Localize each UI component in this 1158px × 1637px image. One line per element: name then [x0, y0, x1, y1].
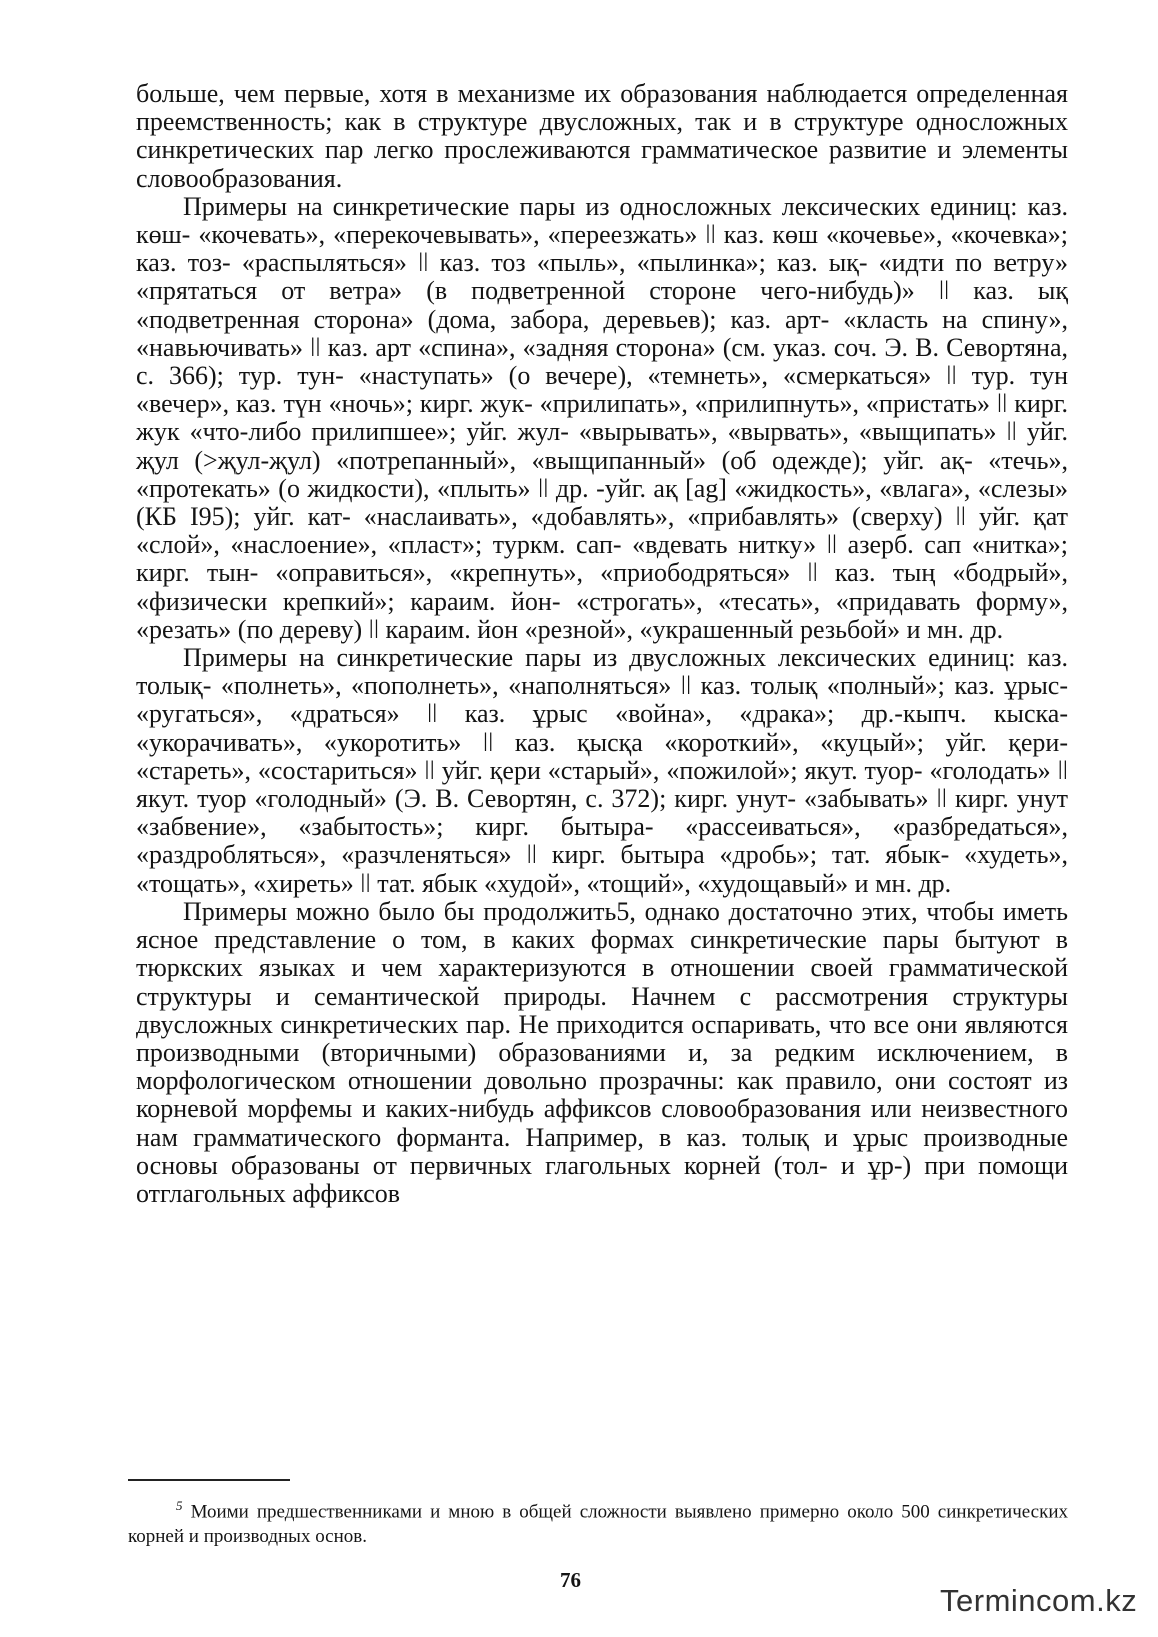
paragraph-3: Примеры на синкретические пары из двусложных лексических единиц: каз. толық- «полнеть», «пополнеть», «наполняться» ǀǀ каз. толық «полный»; каз. ұрыс- «ругаться», «драться» ǀǀ каз. ұрыс «война», «драка»; др.-кыпч. кыска- «укорачивать», «укоротить» ǀǀ каз. қысқа «короткий», «куцый»; уйг. қери- «стареть», «состариться» ǀǀ уйг. қери «старый», «пожилой»; якут. туор- «голодать» ǀǀ якут. туор «голодный» (Э. В. Севортян, с. 372); кирг. унут- «забывать» ǀǀ кирг. унут «забвение», «забытость»; кирг. бытыра- «рассеиваться», «разбредаться», «раздробляться», «разчленяться» ǀǀ кирг. бытыра «дробь»; тат. ябык- «худеть», «тощать», «хиреть» ǀǀ тат. ябык «худой», «тощий», «худощавый» и мн. др. [136, 643, 1068, 898]
footnote-marker: 5 [176, 1498, 183, 1513]
paragraph-2: Примеры на синкретические пары из односложных лексических единиц: каз. көш- «кочевать», «перекочевывать», «переезжать» ǀǀ каз. көш «кочевье», «кочевка»; каз. тоз- «распыляться» ǀǀ каз. тоз «пыль», «пылинка»; каз. ық- «идти по ветру» «прятаться от ветра» (в подветренной стороне чего-нибудь)» ǀǀ каз. ық «подветренная сторона» (дома, забора, деревьев); каз. арт- «класть на спину», «навьючивать» ǀǀ каз. арт «спина», «задняя сторона» (см. указ. соч. Э. В. Севортяна, с. 366); тур. тун- «наступать» (о вечере), «темнеть», «смеркаться» ǀǀ тур. тун «вечер», каз. түн «ночь»; кирг. жук- «прилипать», «прилипнуть», «пристать» ǀǀ кирг. жук «что-либо прилипшее»; уйг. жул- «вырывать», «вырвать», «выщипать» ǀǀ уйг. җул (>җул-җул) «потрепанный», «выщипанный» (об одежде); уйг. ақ- «течь», «протекать» (о жидкости), «плыть» ǀǀ др. -уйг. ақ [ag] «жидкость», «влага», «слезы» (КБ I95); уйг. кат- «наслаивать», «добавлять», «прибавлять» (сверху) ǀǀ уйг. қат «слой», «наслоение», «пласт»; туркм. сап- «вдевать нитку» ǀǀ азерб. сап «нитка»; кирг. тын- «оправиться», «крепнуть», «приободряться» ǀǀ каз. тың «бодрый», «физически крепкий»; караим. йон- «строгать», «тесать», «придавать форму», «резать» (по дереву) ǀǀ караим. йон «резной», «украшенный резьбой» и мн. др. [136, 191, 1068, 644]
paragraph-4: Примеры можно было бы продолжить5, однако достаточно этих, чтобы иметь ясное представление о том, в каких формах синкретические пары бытуют в тюркских языках и чем характеризуются в отношении своей грамматической структуры и семантической природы. Начнем с рассмотрения структуры двусложных синкретических пар. Не приходится оспаривать, что все они являются производными (вторичными) образованиями и, за редким исключением, в морфологическом отношении довольно прозрачны: как правило, они состоят из корневой морфемы и каких-нибудь аффиксов словообразования или неизвестного нам грамматического форманта. Например, в каз. толық и ұрыс производные основы образованы от первичных глагольных корней (тол- и ұр-) при помощи отглагольных аффиксов [136, 896, 1068, 1208]
footnote [128, 1493, 1068, 1549]
main-text [136, 80, 1068, 1208]
paragraph-1: больше, чем первые, хотя в механизме их образования наблюдается определенная преемственность; как в структуре двусложных, так и в структуре односложных синкретических пар легко прослеживаются грамматическое развитие и элементы словообразования. [136, 79, 1068, 193]
footnote-divider [128, 1479, 290, 1481]
watermark-logo: Termincom.kz [940, 1583, 1138, 1618]
page-number: 76 [560, 1568, 581, 1592]
footnote-text: Моими предшественниками и мною в общей сложности выявлено примерно около 500 синкретических корней и производных основ. [128, 1501, 1069, 1548]
